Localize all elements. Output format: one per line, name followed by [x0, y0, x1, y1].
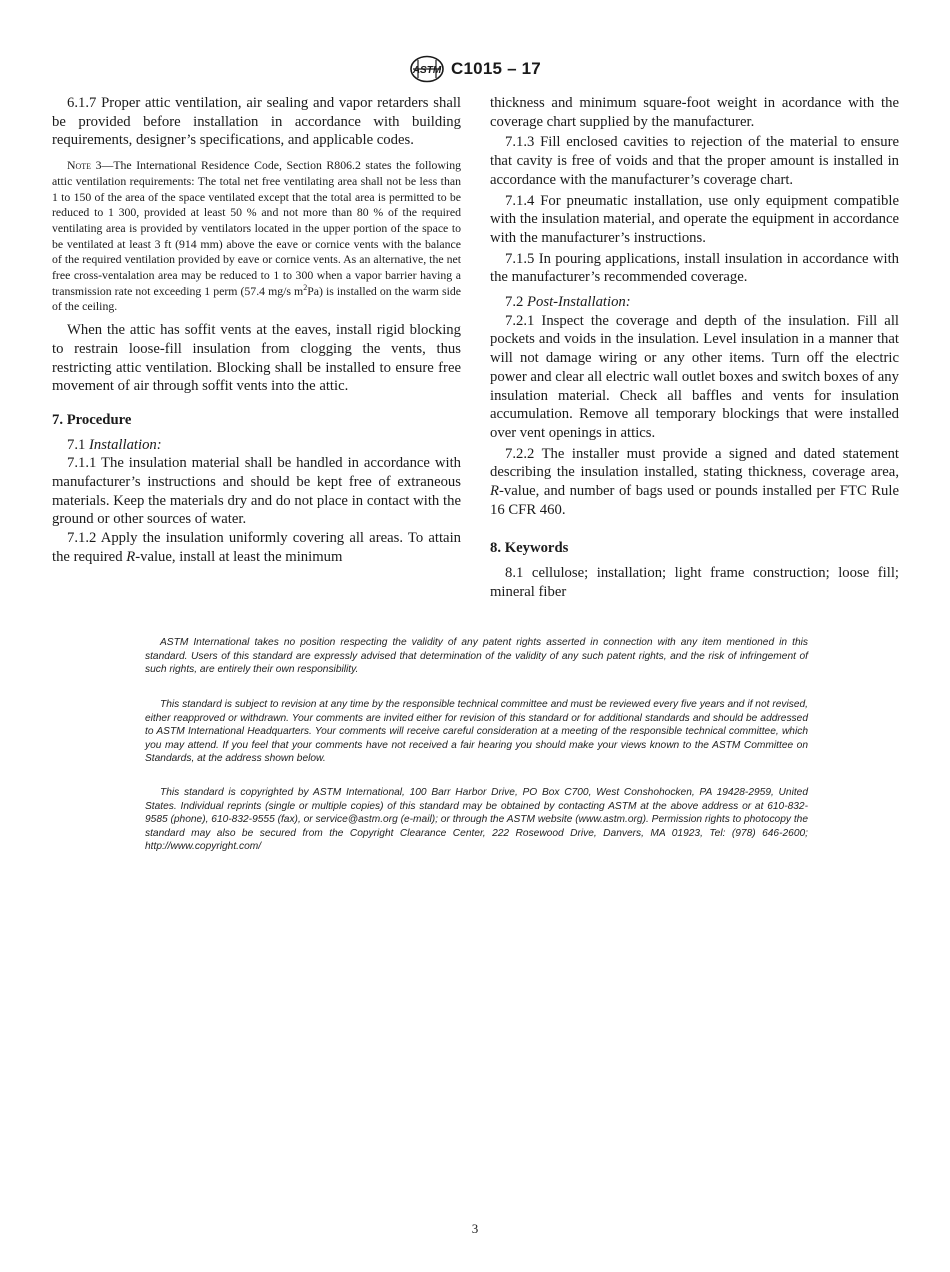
section-heading-procedure: 7. Procedure [52, 411, 132, 428]
paragraph-7-2-number: 7.2 [505, 294, 524, 311]
patent-notice [145, 636, 808, 677]
paragraph-7-1-4: 7.1.4 For pneumatic installation, use only equipment compatible with the insulation material, and operate the equipment in accordance with the manufacturer’s instructions. [490, 192, 899, 246]
revision-notice-text: This standard is subject to revision at any time by the responsible technical committee and must be reviewed every five years and if not revised, either reapproved or withdrawn. Your comments are invited either for revision of this standard or for additional standards and should be addressed to ASTM International Headquarters. Your comments will receive careful consideration at a meeting of the responsible technical committee, which you may attend. If you feel that your comments have not received a fair hearing you should make your views known to the ASTM Committee on Standards, at the address shown below. [145, 699, 808, 764]
copyright-notice [145, 786, 808, 854]
right-column [490, 94, 899, 602]
paragraph-7-1-1: 7.1.1 The insulation material shall be handled in accordance with manufacturer’s instructions and should be kept free of extraneous materials. Keep the materials dry and do not place in contact with the ground or other sources of water. [52, 455, 461, 528]
paragraph-7-1-title: Installation: [89, 436, 162, 453]
note-body-b: Pa) is installed on the warm side of the ceiling. [52, 283, 461, 314]
note-superscript: 2 [303, 282, 308, 292]
paragraph-7-1-number: 7.1 [67, 436, 86, 453]
page-number: 3 [471, 1221, 479, 1236]
paragraph-7-1-3: 7.1.3 Fill enclosed cavities to rejection of the material to ensure that cavity is free of voids and that the proper amount is installed in accordance with the manufacturer’s coverage chart. [490, 134, 899, 188]
paragraph-6-1-7: 6.1.7 Proper attic ventilation, air sealing and vapor retarders shall be provided before installation in accordance with building requirements, designer’s specifications, and applicable codes. [52, 95, 461, 149]
paragraph-7-2 [490, 293, 899, 312]
page-header [0, 54, 950, 84]
paragraph-7-1-5: 7.1.5 In pouring applications, install insulation in accordance with the manufacturer’s recommended coverage. [490, 250, 899, 286]
svg-text:ASTM: ASTM [412, 65, 442, 76]
paragraph-7-2-title: Post-Installation: [527, 294, 631, 311]
r-value-symbol: R [490, 483, 499, 500]
paragraph-7-1-2-text: 7.1.2 Apply the insulation uniformly covering all areas. To attain the required [52, 530, 461, 565]
r-value-symbol: R [126, 548, 136, 565]
revision-notice [145, 698, 808, 766]
note-body-a: —The International Residence Code, Section R806.2 states the following attic ventilation requirements: The total net free ventilating area shall not be less than 1 to 150 of the area of the space ventilated except that the total area is permitted to be reduced to 1 300, provided at least 50 % and not more than 80 % of the required ventilating area is provided by ventilators located in the upper portion of the space to be ventilated at least 3 ft (914 mm) above the eave or cornice vents with the balance of the required ventilation provided by eave or cornice vents. As an alternative, the net free cross-ventalation area may be reduced to 1 to 300 when a vapor barrier having a transmission rate not exceeding 1 perm (57.4 mg/s m [52, 158, 461, 298]
paragraph-7-1-2-continued: thickness and minimum square-foot weight in acordance with the coverage chart supplied by the manufacturer. [490, 95, 899, 130]
paragraph-7-2-2-text-end: -value, and number of bags used or pounds installed per FTC Rule 16 CFR 460. [490, 483, 899, 518]
section-heading-keywords: 8. Keywords [490, 540, 569, 557]
paragraph-7-1 [52, 436, 461, 455]
patent-notice-text: ASTM International takes no position respecting the validity of any patent rights asserted in connection with any item mentioned in this standard. Users of this standard are expressly advised that determination of the validity of any such patent rights, and the risk of infringement of such rights, are entirely their own responsibility. [145, 637, 808, 675]
paragraph-7-1-2-text-end: -value, install at least the minimum [135, 548, 343, 565]
paragraph-7-2-1: 7.2.1 Inspect the coverage and depth of the insulation. Fill all pockets and voids in the insulation. Level insulation in a manner that will not damage wiring or any other items. Turn off the electric power and clear all electric wall outlet boxes and switch boxes of any insulation material. Check all baffles and vents for insulation accumulation. Remove all temporary blockings that were installed over vent openings in attics. [490, 312, 899, 441]
paragraph-7-2-2-text: 7.2.2 The installer must provide a signed and dated statement describing the insulation installed, stating thickness, coverage area, [490, 445, 899, 481]
left-column [52, 94, 461, 567]
note-label: Note 3 [67, 158, 102, 173]
standard-designation: C1015 – 17 [451, 59, 541, 78]
note-3 [52, 158, 461, 315]
paragraph-7-1-2 [52, 529, 461, 566]
astm-logo-icon [409, 55, 445, 83]
copyright-notice-text: This standard is copyrighted by ASTM International, 100 Barr Harbor Drive, PO Box C700, West Conshohocken, PA 19428-2959, United States. Individual reprints (single or multiple copies) of this standard may be obtained by contacting ASTM at the above address or at 610-832-9585 (phone), 610-832-9555 (fax), or service@astm.org (e-mail); or through the ASTM website (www.astm.org). Permission rights to photocopy the standard may also be secured from the Copyright Clearance Center, 222 Rosewood Drive, Danvers, MA 01923, Tel: (978) 646-2600; http://www.copyright.com/ [145, 787, 808, 852]
paragraph-8-1: 8.1 cellulose; installation; light frame construction; loose fill; mineral fiber [490, 565, 899, 600]
paragraph-7-2-2 [490, 445, 899, 520]
paragraph-soffit: When the attic has soffit vents at the eaves, install rigid blocking to restrain loose-fill insulation from clogging the vents, thus restricting attic ventilation. Blocking shall be installed to ensure free movement of air through soffit vents into the attic. [52, 322, 461, 395]
